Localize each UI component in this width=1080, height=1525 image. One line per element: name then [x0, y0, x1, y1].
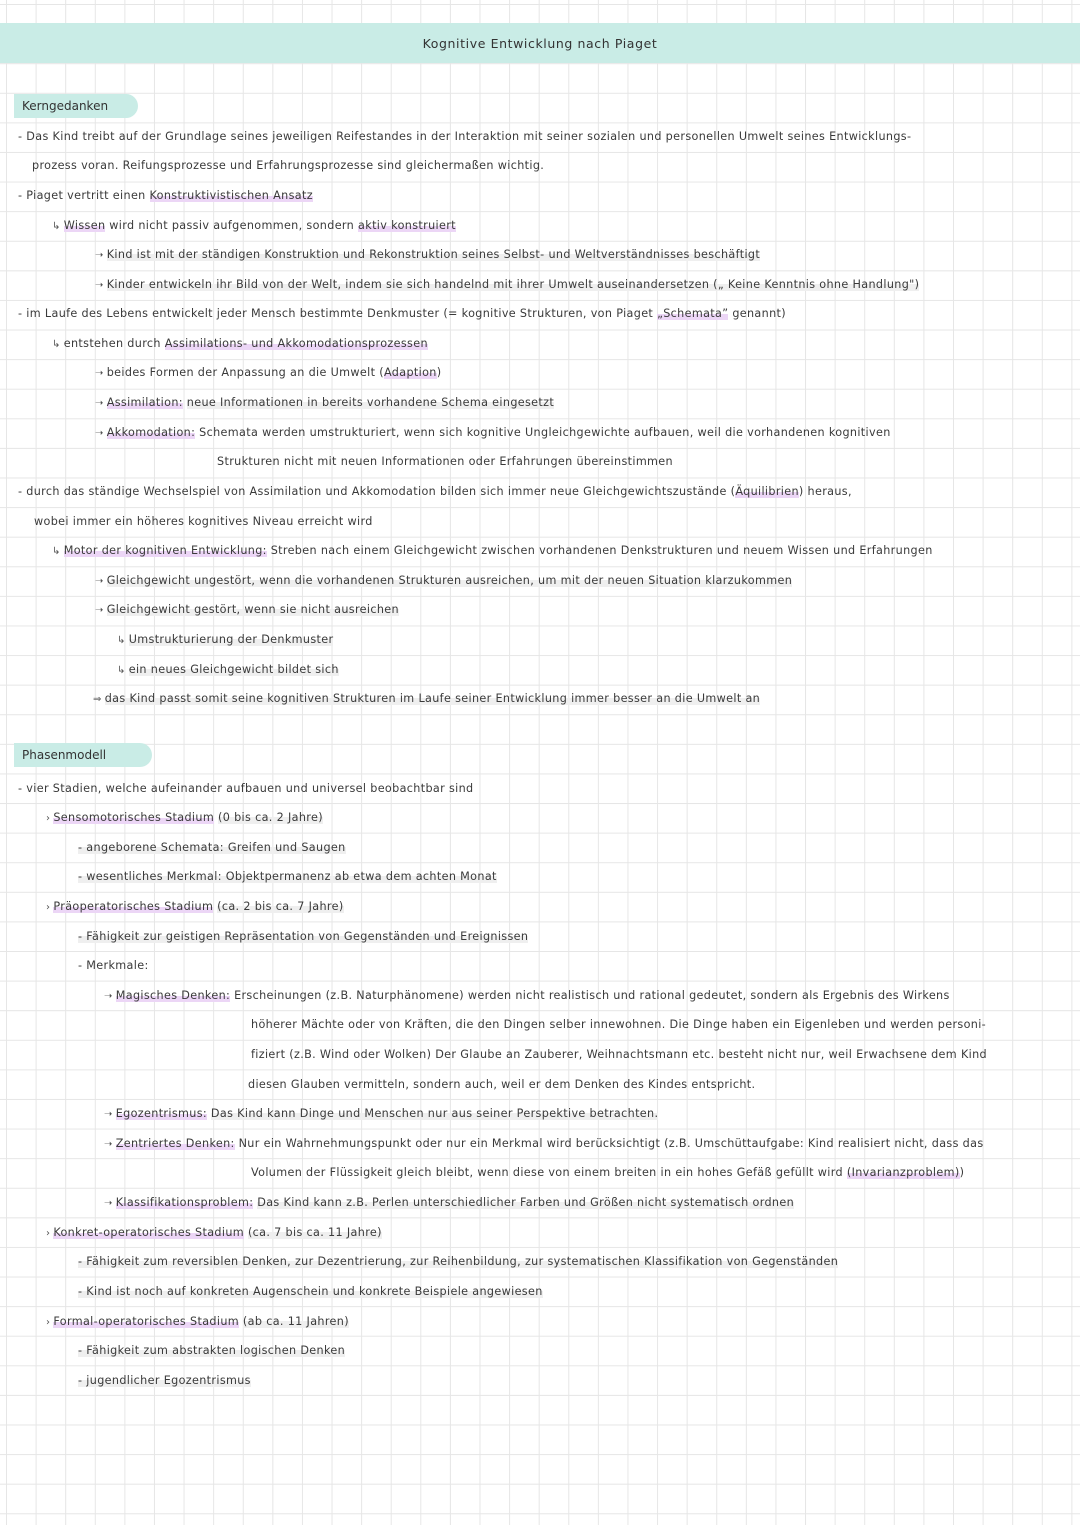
text-line: - angeborene Schemata: Greifen und Saugen [78, 841, 346, 854]
arrow-icon: ➝ [104, 1139, 113, 1150]
text-line: › Konkret-operatorisches Stadium (ca. 7 bis ca. 11 Jahre) [46, 1226, 382, 1239]
bullet-chevron-icon: › [46, 1317, 51, 1328]
arrow-icon: ➝ [104, 991, 113, 1002]
text-line: ↳ Umstrukturierung der Denkmuster [117, 633, 334, 646]
bullet-chevron-icon: › [46, 1228, 51, 1239]
text-line: Volumen der Flüssigkeit gleich bleibt, wenn diese von einem breiten in ein hohes Gefäß gefüllt wird (Invarianzproblem)) [251, 1166, 965, 1179]
text-line: - Merkmale: [78, 959, 149, 972]
arrow-icon: ➝ [95, 605, 104, 616]
page-title: Kognitive Entwicklung nach Piaget [422, 36, 658, 51]
text-line: diesen Glauben vermitteln, sondern auch, weil er dem Denken des Kindes entspricht. [248, 1078, 756, 1091]
text-line: ➝ Zentriertes Denken: Nur ein Wahrnehmungspunkt oder nur ein Merkmal wird berücksichtigt (z.B. Umschüttaufgabe: Kind realisiert nicht, dass das [104, 1137, 984, 1150]
text-line: › Präoperatorisches Stadium (ca. 2 bis ca. 7 Jahre) [46, 900, 344, 913]
arrow-icon: ➝ [104, 1198, 113, 1209]
turn-arrow-icon: ↳ [117, 635, 126, 646]
text-line: - jugendlicher Egozentrismus [78, 1374, 251, 1387]
section-label-phasenmodell: Phasenmodell [14, 743, 152, 767]
text-line: ↳ Wissen wird nicht passiv aufgenommen, sondern aktiv konstruiert [52, 219, 456, 232]
turn-arrow-icon: ↳ [117, 665, 126, 676]
text-line: - Fähigkeit zur geistigen Repräsentation von Gegenständen und Ereignissen [78, 930, 529, 943]
text-line: ↳ ein neues Gleichgewicht bildet sich [117, 663, 339, 676]
arrow-icon: ➝ [95, 428, 104, 439]
text-line: ➝ Egozentrismus: Das Kind kann Dinge und Menschen nur aus seiner Perspektive betrachten. [104, 1107, 659, 1120]
text-line: ➝ Gleichgewicht gestört, wenn sie nicht ausreichen [95, 603, 399, 616]
turn-arrow-icon: ↳ [52, 546, 61, 557]
text-line: - Kind ist noch auf konkreten Augenschein und konkrete Beispiele angewiesen [78, 1285, 543, 1298]
arrow-icon: ➝ [104, 1109, 113, 1120]
arrow-icon: ➝ [95, 576, 104, 587]
double-arrow-icon: ⇒ [93, 694, 102, 705]
text-line: ➝ Assimilation: neue Informationen in bereits vorhandene Schema eingesetzt [95, 396, 555, 409]
text-line: ↳ Motor der kognitiven Entwicklung: Streben nach einem Gleichgewicht zwischen vorhandenen Denkstrukturen und neuem Wissen und Erfahrungen [52, 544, 933, 557]
text-line: - vier Stadien, welche aufeinander aufbauen und universel beobachtbar sind [18, 782, 474, 795]
text-line: - Piaget vertritt einen Konstruktivistischen Ansatz [18, 189, 313, 202]
text-line: ➝ Klassifikationsproblem: Das Kind kann z.B. Perlen unterschiedlicher Farben und Größen nicht systematisch ordnen [104, 1196, 795, 1209]
text-line: höherer Mächte oder von Kräften, die den Dingen selber innewohnen. Die Dinge haben ein Eigenleben und werden personi- [251, 1018, 987, 1031]
text-line: - durch das ständige Wechselspiel von Assimilation und Akkomodation bilden sich immer neue Gleichgewichtszustände (Äquilibrien) heraus, [18, 485, 852, 498]
text-line: - im Laufe des Lebens entwickelt jeder Mensch bestimmte Denkmuster (= kognitive Strukturen, von Piaget „Schemata” genannt) [18, 307, 786, 320]
text-line: - Fähigkeit zum abstrakten logischen Denken [78, 1344, 346, 1357]
text-line: - Das Kind treibt auf der Grundlage seines jeweiligen Reifestandes in der Interaktion mit seiner sozialen und personellen Umwelt seines Entwicklungs- [18, 130, 912, 143]
arrow-icon: ➝ [95, 368, 104, 379]
text-line: - wesentliches Merkmal: Objektpermanenz ab etwa dem achten Monat [78, 870, 497, 883]
text-line: ➝ Gleichgewicht ungestört, wenn die vorhandenen Strukturen ausreichen, um mit der neuen Situation klarzukommen [95, 574, 793, 587]
arrow-icon: ➝ [95, 398, 104, 409]
text-line: ➝ beides Formen der Anpassung an die Umwelt (Adaption) [95, 366, 442, 379]
arrow-icon: ➝ [95, 280, 104, 291]
text-line: ➝ Kinder entwickeln ihr Bild von der Welt, indem sie sich handelnd mit ihrer Umwelt auseinandersetzen („ Keine Kenntnis ohne Handlung") [95, 278, 920, 291]
section-label-kerngedanken: Kerngedanken [14, 94, 138, 118]
turn-arrow-icon: ↳ [52, 339, 61, 350]
bullet-chevron-icon: › [46, 813, 51, 824]
text-line: › Formal-operatorisches Stadium (ab ca. 11 Jahren) [46, 1315, 349, 1328]
text-line: › Sensomotorisches Stadium (0 bis ca. 2 Jahre) [46, 811, 323, 824]
bullet-chevron-icon: › [46, 902, 51, 913]
text-line: Strukturen nicht mit neuen Informationen oder Erfahrungen übereinstimmen [217, 455, 673, 468]
text-line: ⇒ das Kind passt somit seine kognitiven Strukturen im Laufe seiner Entwicklung immer besser an die Umwelt an [93, 692, 761, 705]
text-line: prozess voran. Reifungsprozesse und Erfahrungsprozesse sind gleichermaßen wichtig. [32, 159, 545, 172]
turn-arrow-icon: ↳ [52, 221, 61, 232]
text-line: ↳ entstehen durch Assimilations- und Akkomodationsprozessen [52, 337, 428, 350]
text-line: fiziert (z.B. Wind oder Wolken) Der Glaube an Zauberer, Weihnachtsmann etc. besteht nicht nur, weil Erwachsene dem Kind [251, 1048, 987, 1061]
text-line: ➝ Magisches Denken: Erscheinungen (z.B. Naturphänomene) werden nicht realistisch und rational gedeutet, sondern als Ergebnis des Wirkens [104, 989, 950, 1002]
arrow-icon: ➝ [95, 250, 104, 261]
text-line: wobei immer ein höheres kognitives Niveau erreicht wird [34, 515, 373, 528]
text-line: ➝ Akkomodation: Schemata werden umstrukturiert, wenn sich kognitive Ungleichgewichte aufbauen, weil die vorhandenen kognitiven [95, 426, 891, 439]
text-line: ➝ Kind ist mit der ständigen Konstruktion und Rekonstruktion seines Selbst- und Weltverständnisses beschäftigt [95, 248, 761, 261]
text-line: - Fähigkeit zum reversiblen Denken, zur Dezentrierung, zur Reihenbildung, zur systematischen Klassifikation von Gegenständen [78, 1255, 839, 1268]
